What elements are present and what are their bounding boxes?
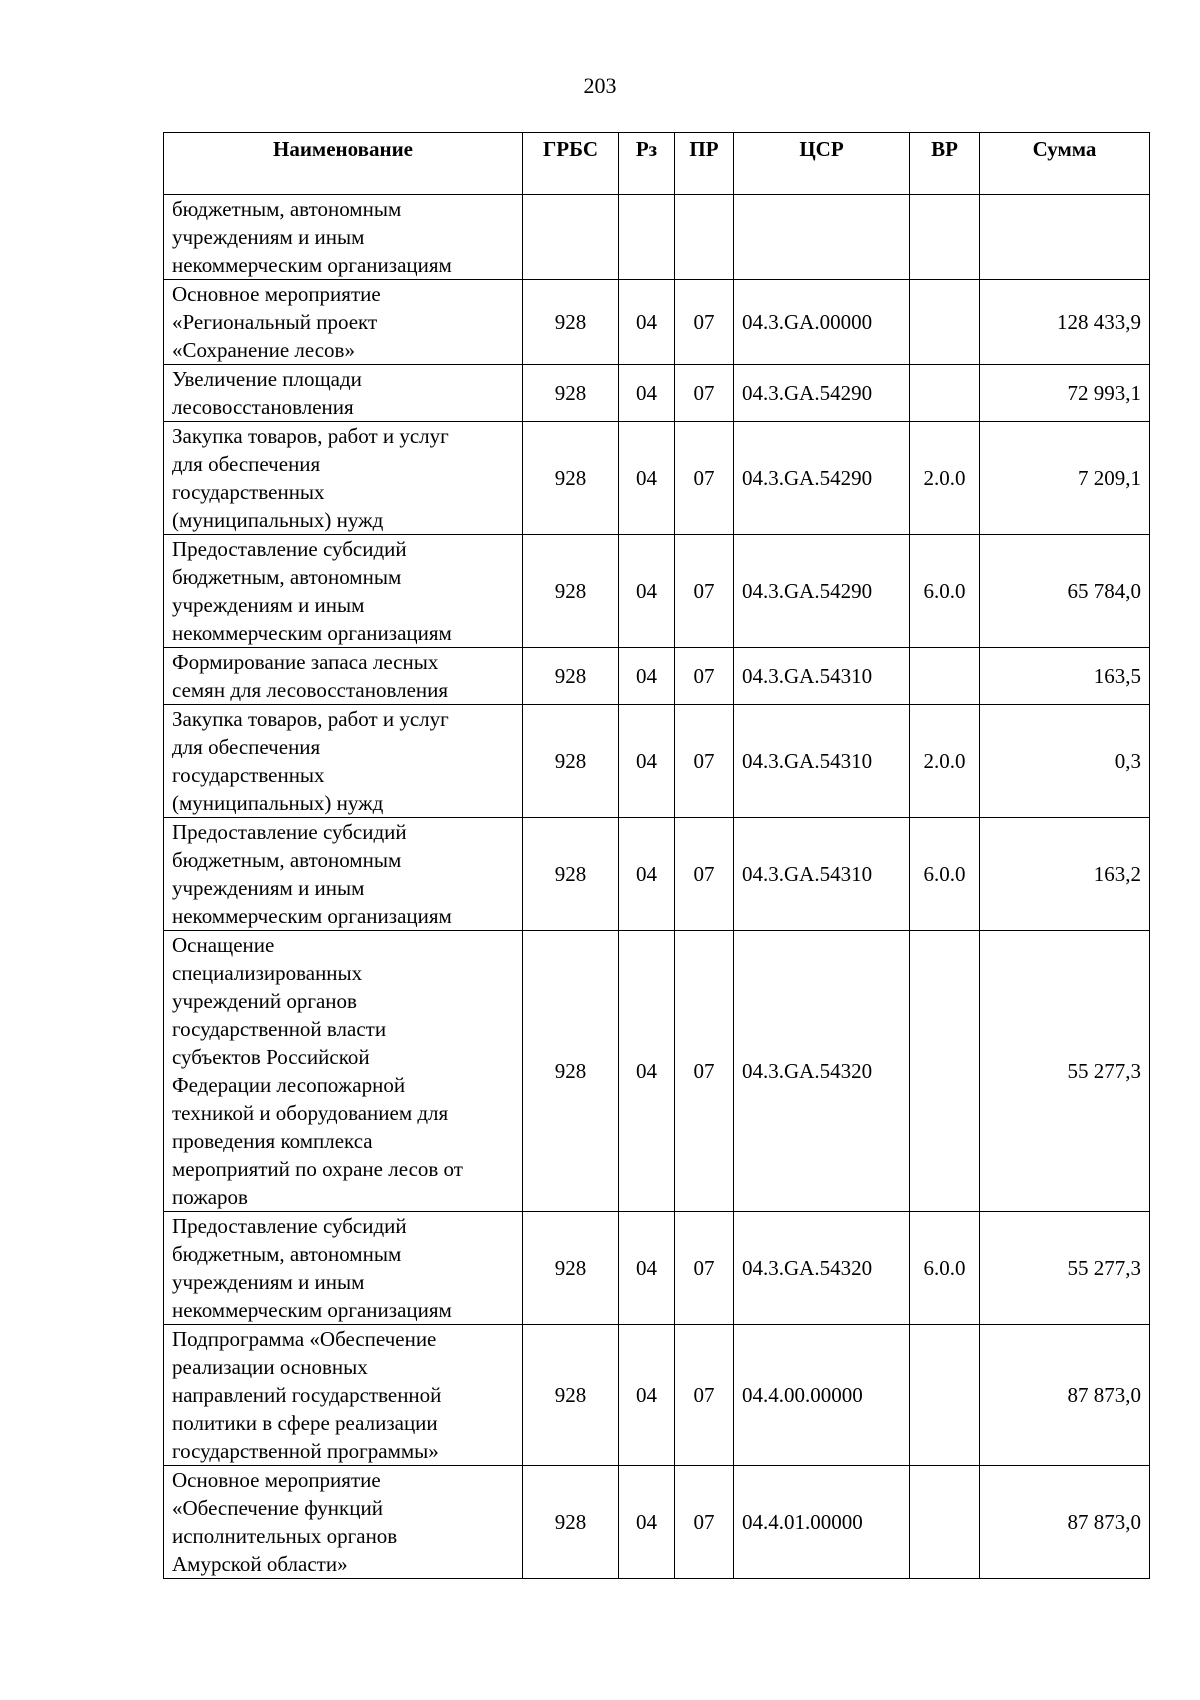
header-csr: ЦСР <box>734 133 910 195</box>
cell-name <box>164 705 523 818</box>
cell-vr <box>910 1325 980 1466</box>
cell-name-line: государственных <box>172 763 325 787</box>
cell-grbs: 928 <box>523 280 619 365</box>
cell-name-line: «Региональный проект <box>172 310 378 334</box>
cell-csr: 04.3.GA.54310 <box>734 818 910 931</box>
cell-sum: 163,2 <box>980 818 1150 931</box>
cell-pr: 07 <box>675 818 734 931</box>
cell-name-line: учреждениям и иным <box>172 225 365 249</box>
cell-name-line: некоммерческим организациям <box>172 1298 452 1322</box>
cell-pr: 07 <box>675 705 734 818</box>
header-rz: Рз <box>619 133 675 195</box>
cell-name-line: Основное мероприятие <box>172 282 381 306</box>
cell-csr: 04.3.GA.54290 <box>734 535 910 648</box>
cell-name-line: направлений государственной <box>172 1383 442 1407</box>
page-number: 203 <box>583 73 617 98</box>
cell-vr <box>910 1466 980 1579</box>
cell-name-line: учреждениям и иным <box>172 1270 365 1294</box>
cell-grbs <box>523 195 619 280</box>
cell-grbs: 928 <box>523 648 619 705</box>
cell-name <box>164 535 523 648</box>
cell-name-line: мероприятий по охране лесов от <box>172 1157 463 1181</box>
cell-pr: 07 <box>675 280 734 365</box>
cell-name-line: бюджетным, автономным <box>172 197 402 221</box>
cell-name-line: государственной власти <box>172 1017 387 1041</box>
cell-sum: 87 873,0 <box>980 1325 1150 1466</box>
cell-name-line: некоммерческим организациям <box>172 253 452 277</box>
table-row <box>164 280 1150 365</box>
table-row <box>164 1325 1150 1466</box>
cell-name-line: субъектов Российской <box>172 1045 370 1069</box>
cell-name-line: Увеличение площади <box>172 367 362 391</box>
cell-grbs: 928 <box>523 818 619 931</box>
cell-name-line: Предоставление субсидий <box>172 820 407 844</box>
header-name: Наименование <box>164 133 523 195</box>
cell-sum: 0,3 <box>980 705 1150 818</box>
cell-name-line: пожаров <box>172 1185 248 1209</box>
cell-name-line: государственной программы» <box>172 1439 439 1463</box>
cell-name-line: (муниципальных) нужд <box>172 508 384 532</box>
cell-name-line: учреждениям и иным <box>172 876 365 900</box>
cell-name-line: Предоставление субсидий <box>172 537 407 561</box>
cell-name-line: Закупка товаров, работ и услуг <box>172 707 449 731</box>
cell-rz: 04 <box>619 818 675 931</box>
table-row <box>164 1212 1150 1325</box>
cell-name-line: «Сохранение лесов» <box>172 338 355 362</box>
cell-name <box>164 195 523 280</box>
cell-csr: 04.3.GA.54290 <box>734 365 910 422</box>
cell-grbs: 928 <box>523 1212 619 1325</box>
cell-sum: 72 993,1 <box>980 365 1150 422</box>
table-row <box>164 818 1150 931</box>
cell-csr: 04.3.GA.54320 <box>734 1212 910 1325</box>
table-row <box>164 195 1150 280</box>
cell-rz: 04 <box>619 931 675 1212</box>
cell-rz: 04 <box>619 1212 675 1325</box>
cell-name <box>164 1325 523 1466</box>
cell-pr: 07 <box>675 535 734 648</box>
cell-vr <box>910 195 980 280</box>
cell-name <box>164 422 523 535</box>
cell-pr <box>675 195 734 280</box>
cell-name-line: некоммерческим организациям <box>172 621 452 645</box>
cell-csr: 04.3.GA.54290 <box>734 422 910 535</box>
cell-name <box>164 280 523 365</box>
cell-vr: 6.0.0 <box>910 535 980 648</box>
cell-name-line: Формирование запаса лесных <box>172 650 439 674</box>
cell-name-line: учреждениям и иным <box>172 593 365 617</box>
cell-pr: 07 <box>675 648 734 705</box>
cell-csr: 04.3.GA.54320 <box>734 931 910 1212</box>
cell-rz: 04 <box>619 280 675 365</box>
cell-grbs: 928 <box>523 1466 619 1579</box>
table-row <box>164 648 1150 705</box>
cell-name-line: Закупка товаров, работ и услуг <box>172 424 449 448</box>
table-row <box>164 365 1150 422</box>
cell-name-line: исполнительных органов <box>172 1524 398 1548</box>
cell-pr: 07 <box>675 365 734 422</box>
cell-rz: 04 <box>619 365 675 422</box>
cell-sum: 128 433,9 <box>980 280 1150 365</box>
cell-pr: 07 <box>675 1466 734 1579</box>
table-row <box>164 1466 1150 1579</box>
cell-name-line: Предоставление субсидий <box>172 1214 407 1238</box>
cell-pr: 07 <box>675 1212 734 1325</box>
cell-name-line: проведения комплекса <box>172 1129 373 1153</box>
cell-pr: 07 <box>675 422 734 535</box>
cell-name-line: «Обеспечение функций <box>172 1496 383 1520</box>
cell-name-line: специализированных <box>172 961 363 985</box>
cell-sum: 55 277,3 <box>980 931 1150 1212</box>
cell-vr: 6.0.0 <box>910 1212 980 1325</box>
cell-name-line: для обеспечения <box>172 735 321 759</box>
cell-grbs: 928 <box>523 535 619 648</box>
header-grbs: ГРБС <box>523 133 619 195</box>
cell-name <box>164 818 523 931</box>
header-vr: ВР <box>910 133 980 195</box>
cell-vr <box>910 648 980 705</box>
cell-vr: 2.0.0 <box>910 705 980 818</box>
cell-rz: 04 <box>619 1325 675 1466</box>
cell-name-line: некоммерческим организациям <box>172 904 452 928</box>
cell-vr <box>910 931 980 1212</box>
cell-name-line: Подпрограмма «Обеспечение <box>172 1327 437 1351</box>
cell-pr: 07 <box>675 931 734 1212</box>
cell-name-line: Основное мероприятие <box>172 1468 381 1492</box>
cell-sum: 65 784,0 <box>980 535 1150 648</box>
cell-rz <box>619 195 675 280</box>
cell-sum: 163,5 <box>980 648 1150 705</box>
cell-grbs: 928 <box>523 931 619 1212</box>
cell-vr <box>910 365 980 422</box>
cell-rz: 04 <box>619 648 675 705</box>
cell-name-line: для обеспечения <box>172 452 321 476</box>
cell-name-line: политики в сфере реализации <box>172 1411 438 1435</box>
table-header-row <box>164 133 1150 195</box>
cell-csr <box>734 195 910 280</box>
table-body <box>164 195 1150 1579</box>
cell-csr: 04.3.GA.00000 <box>734 280 910 365</box>
cell-name-line: Федерации лесопожарной <box>172 1073 406 1097</box>
cell-sum <box>980 195 1150 280</box>
cell-rz: 04 <box>619 705 675 818</box>
cell-sum: 87 873,0 <box>980 1466 1150 1579</box>
cell-name <box>164 1466 523 1579</box>
cell-sum: 7 209,1 <box>980 422 1150 535</box>
cell-rz: 04 <box>619 1466 675 1579</box>
cell-name-line: учреждений органов <box>172 989 357 1013</box>
cell-rz: 04 <box>619 535 675 648</box>
cell-name <box>164 1212 523 1325</box>
cell-name-line: (муниципальных) нужд <box>172 791 384 815</box>
cell-name-line: бюджетным, автономным <box>172 848 402 872</box>
cell-grbs: 928 <box>523 422 619 535</box>
cell-rz: 04 <box>619 422 675 535</box>
header-sum: Сумма <box>980 133 1150 195</box>
cell-vr <box>910 280 980 365</box>
cell-grbs: 928 <box>523 1325 619 1466</box>
cell-name-line: Амурской области» <box>172 1552 348 1576</box>
cell-name-line: семян для лесовосстановления <box>172 678 449 702</box>
header-pr: ПР <box>675 133 734 195</box>
table-row <box>164 705 1150 818</box>
cell-grbs: 928 <box>523 365 619 422</box>
cell-name-line: Оснащение <box>172 933 275 957</box>
cell-pr: 07 <box>675 1325 734 1466</box>
cell-grbs: 928 <box>523 705 619 818</box>
table-row <box>164 535 1150 648</box>
cell-csr: 04.4.00.00000 <box>734 1325 910 1466</box>
cell-name-line: техникой и оборудованием для <box>172 1101 449 1125</box>
budget-table <box>163 132 1150 1579</box>
cell-name-line: бюджетным, автономным <box>172 1242 402 1266</box>
cell-csr: 04.3.GA.54310 <box>734 705 910 818</box>
cell-vr: 6.0.0 <box>910 818 980 931</box>
cell-name <box>164 365 523 422</box>
cell-name <box>164 931 523 1212</box>
cell-name-line: бюджетным, автономным <box>172 565 402 589</box>
cell-name-line: государственных <box>172 480 325 504</box>
cell-csr: 04.3.GA.54310 <box>734 648 910 705</box>
cell-sum: 55 277,3 <box>980 1212 1150 1325</box>
cell-vr: 2.0.0 <box>910 422 980 535</box>
cell-name <box>164 648 523 705</box>
cell-csr: 04.4.01.00000 <box>734 1466 910 1579</box>
cell-name-line: лесовосстановления <box>172 395 354 419</box>
table-row <box>164 931 1150 1212</box>
cell-name-line: реализации основных <box>172 1355 368 1379</box>
table-row <box>164 422 1150 535</box>
